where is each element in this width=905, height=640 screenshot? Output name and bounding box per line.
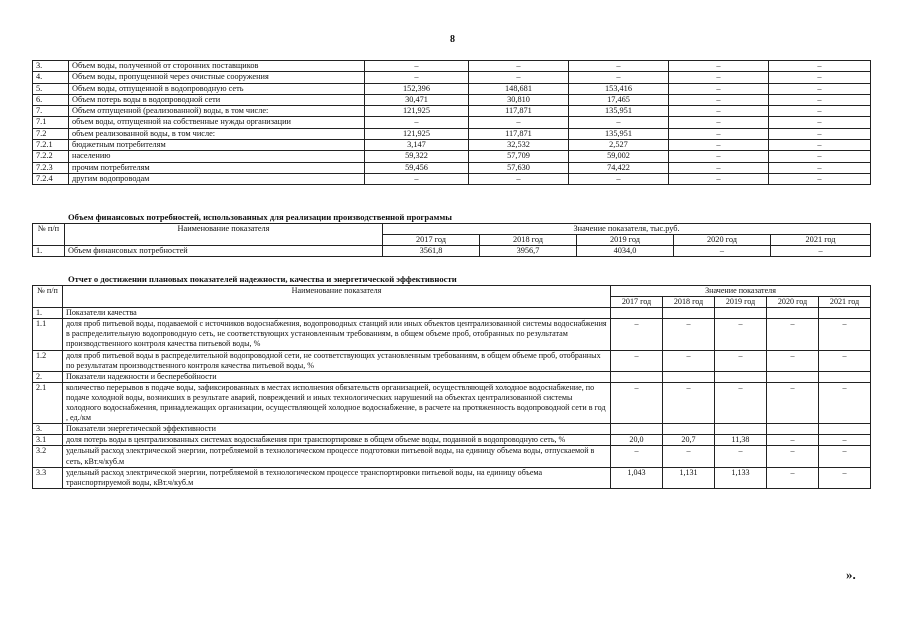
- row-value: –: [769, 173, 871, 184]
- section-row: [33, 308, 871, 319]
- year-2021: 2021 год: [819, 297, 871, 308]
- row-value: –: [611, 446, 663, 467]
- financial-needs-caption: Объем финансовых потребностей, использованных для реализации производственной программы: [68, 212, 452, 222]
- row-name: бюджетным потребителям: [69, 140, 365, 151]
- row-value: –: [769, 162, 871, 173]
- row-value: 135,951: [569, 128, 669, 139]
- row-num: 2.1: [33, 382, 63, 423]
- row-value: [819, 308, 871, 319]
- row-value: –: [663, 350, 715, 371]
- row-num: 7.2.1: [33, 140, 69, 151]
- row-num: 3.1: [33, 435, 63, 446]
- row-value: –: [819, 446, 871, 467]
- row-value: –: [469, 61, 569, 72]
- row-value: –: [469, 117, 569, 128]
- row-value: 17,465: [569, 94, 669, 105]
- row-value: –: [669, 72, 769, 83]
- year-2020: 2020 год: [767, 297, 819, 308]
- section-title: Показатели энергетической эффективности: [63, 424, 611, 435]
- row-num: 2.: [33, 371, 63, 382]
- table-row: [33, 162, 871, 173]
- row-num: 5.: [33, 83, 69, 94]
- row-value: –: [767, 382, 819, 423]
- row-value: 1,043: [611, 467, 663, 488]
- row-num: 1.2: [33, 350, 63, 371]
- row-num: 1.: [33, 246, 65, 257]
- section-row: [33, 371, 871, 382]
- row-value: –: [715, 446, 767, 467]
- row-value: –: [715, 350, 767, 371]
- row-value: –: [469, 173, 569, 184]
- row-value: [767, 424, 819, 435]
- year-2018: 2018 год: [663, 297, 715, 308]
- row-value: [715, 308, 767, 319]
- header-num: № п/п: [33, 286, 63, 308]
- row-value: [611, 371, 663, 382]
- row-value: –: [611, 319, 663, 350]
- row-num: 6.: [33, 94, 69, 105]
- table-row: [33, 72, 871, 83]
- row-value: –: [769, 151, 871, 162]
- row-value: –: [771, 246, 871, 257]
- row-value: –: [767, 435, 819, 446]
- table-row: [33, 140, 871, 151]
- row-value: –: [769, 140, 871, 151]
- row-value: 3561,8: [383, 246, 480, 257]
- row-value: 148,681: [469, 83, 569, 94]
- table-row: [33, 319, 871, 350]
- year-2019: 2019 год: [577, 235, 674, 246]
- row-value: [715, 424, 767, 435]
- row-value: –: [663, 382, 715, 423]
- row-value: 20,0: [611, 435, 663, 446]
- row-value: 121,925: [365, 106, 469, 117]
- row-value: –: [669, 117, 769, 128]
- row-value: 59,002: [569, 151, 669, 162]
- row-value: –: [669, 140, 769, 151]
- row-value: –: [669, 162, 769, 173]
- table-row: [33, 106, 871, 117]
- row-value: [611, 424, 663, 435]
- row-name: населению: [69, 151, 365, 162]
- row-value: –: [769, 61, 871, 72]
- row-value: [819, 371, 871, 382]
- row-value: 30,810: [469, 94, 569, 105]
- row-name: Объем потерь воды в водопроводной сети: [69, 94, 365, 105]
- row-value: –: [669, 173, 769, 184]
- row-value: –: [769, 106, 871, 117]
- row-name: Объем воды, отпущенной в водопроводную сеть: [69, 83, 365, 94]
- row-value: –: [769, 83, 871, 94]
- row-name: Объем воды, полученной от сторонних поставщиков: [69, 61, 365, 72]
- row-value: –: [569, 117, 669, 128]
- row-name: доля потерь воды в централизованных системах водоснабжения при транспортировке в общем объеме воды, поданной в водопроводную сеть, %: [63, 435, 611, 446]
- row-num: 4.: [33, 72, 69, 83]
- row-value: 3956,7: [480, 246, 577, 257]
- table-row: [33, 61, 871, 72]
- row-value: –: [669, 94, 769, 105]
- row-value: –: [669, 106, 769, 117]
- row-num: 3.: [33, 424, 63, 435]
- row-value: –: [663, 319, 715, 350]
- row-value: 30,471: [365, 94, 469, 105]
- row-name: Объем отпущенной (реализованной) воды, в том числе:: [69, 106, 365, 117]
- table-row: [33, 246, 871, 257]
- row-value: 59,322: [365, 151, 469, 162]
- row-value: –: [767, 319, 819, 350]
- header-value: Значение показателя, тыс.руб.: [383, 224, 871, 235]
- row-value: –: [669, 61, 769, 72]
- table-row: [33, 117, 871, 128]
- row-name: доля проб питьевой воды в распределительной водопроводной сети, не соответствующих установленным требованиям, в общем объеме проб, отобранных по результатам производственного контроля качества питьевой воды, %: [63, 350, 611, 371]
- row-value: –: [569, 72, 669, 83]
- row-value: [715, 371, 767, 382]
- row-value: –: [769, 72, 871, 83]
- row-value: –: [669, 128, 769, 139]
- row-value: 59,456: [365, 162, 469, 173]
- row-value: 74,422: [569, 162, 669, 173]
- row-value: –: [769, 117, 871, 128]
- row-value: –: [365, 72, 469, 83]
- row-num: 1.: [33, 308, 63, 319]
- page-number: 8: [450, 34, 455, 45]
- row-value: [767, 308, 819, 319]
- row-value: –: [819, 382, 871, 423]
- row-name: Объем воды, пропущенной через очистные сооружения: [69, 72, 365, 83]
- header-name: Наименование показателя: [65, 224, 383, 246]
- header-value: Значение показателя: [611, 286, 871, 297]
- section-title: Показатели надежности и бесперебойности: [63, 371, 611, 382]
- header-name: Наименование показателя: [63, 286, 611, 308]
- performance-report-caption: Отчет о достижении плановых показателей надежности, качества и энергетической эффективности: [68, 274, 457, 284]
- row-name: объем воды, отпущенной на собственные нужды организации: [69, 117, 365, 128]
- table-row: [33, 435, 871, 446]
- row-name: количество перерывов в подаче воды, зафиксированных в местах исполнения обязательств организацией, осуществляющей холодное водоснабжение, по подаче холодной воды, возникших в результате аварий, повреждений и иных технологических нарушений на объектах централизованной системы холодного водоснабжения, принадлежащих организации, осуществляющей холодное водоснабжение, в расчете на протяженность водопроводной сети в год , ед./км: [63, 382, 611, 423]
- row-name: удельный расход электрической энергии, потребляемой в технологическом процессе подготовки питьевой воды, на единицу объема воды, отпускаемой в сеть, кВт.ч/куб.м: [63, 446, 611, 467]
- row-value: [767, 371, 819, 382]
- row-value: –: [365, 61, 469, 72]
- row-num: 1.1: [33, 319, 63, 350]
- table-row: [33, 151, 871, 162]
- row-value: –: [669, 151, 769, 162]
- row-value: 135,951: [569, 106, 669, 117]
- row-value: –: [715, 319, 767, 350]
- row-value: –: [819, 319, 871, 350]
- row-num: 7.2.3: [33, 162, 69, 173]
- row-num: 3.: [33, 61, 69, 72]
- performance-indicators-table: [32, 285, 871, 489]
- row-value: 57,630: [469, 162, 569, 173]
- row-value: 3,147: [365, 140, 469, 151]
- table-row: [33, 467, 871, 488]
- row-value: 153,416: [569, 83, 669, 94]
- row-value: –: [767, 350, 819, 371]
- row-value: –: [769, 94, 871, 105]
- row-value: 121,925: [365, 128, 469, 139]
- row-value: –: [819, 467, 871, 488]
- year-2020: 2020 год: [674, 235, 771, 246]
- row-name: удельный расход электрической энергии, потребляемой в технологическом процессе транспортировки питьевой воды, на единицу объема транспортируемой воды, кВт.ч/куб.м: [63, 467, 611, 488]
- year-2018: 2018 год: [480, 235, 577, 246]
- row-num: 3.3: [33, 467, 63, 488]
- row-value: [611, 308, 663, 319]
- row-value: 2,527: [569, 140, 669, 151]
- row-value: 32,532: [469, 140, 569, 151]
- financial-needs-table: [32, 223, 871, 257]
- section-title: Показатели качества: [63, 308, 611, 319]
- table-row: [33, 350, 871, 371]
- row-value: 1,133: [715, 467, 767, 488]
- row-num: 3.2: [33, 446, 63, 467]
- row-value: –: [469, 72, 569, 83]
- year-2017: 2017 год: [383, 235, 480, 246]
- row-value: –: [819, 435, 871, 446]
- row-value: 117,871: [469, 106, 569, 117]
- row-value: –: [569, 61, 669, 72]
- row-value: 11,38: [715, 435, 767, 446]
- row-value: 152,396: [365, 83, 469, 94]
- row-num: 7.2.4: [33, 173, 69, 184]
- row-value: 57,709: [469, 151, 569, 162]
- end-quote-mark: ».: [846, 567, 856, 582]
- row-value: –: [569, 173, 669, 184]
- row-value: –: [365, 173, 469, 184]
- row-value: –: [715, 382, 767, 423]
- table-row: [33, 83, 871, 94]
- row-value: –: [611, 350, 663, 371]
- row-value: –: [611, 382, 663, 423]
- row-value: –: [767, 446, 819, 467]
- table-row: [33, 382, 871, 423]
- year-2017: 2017 год: [611, 297, 663, 308]
- row-value: 20,7: [663, 435, 715, 446]
- row-value: [663, 424, 715, 435]
- row-value: [663, 308, 715, 319]
- row-value: –: [769, 128, 871, 139]
- row-value: –: [819, 350, 871, 371]
- table-row: [33, 446, 871, 467]
- row-num: 7.: [33, 106, 69, 117]
- table-row: [33, 128, 871, 139]
- row-value: –: [767, 467, 819, 488]
- row-value: 1,131: [663, 467, 715, 488]
- row-name: Объем финансовых потребностей: [65, 246, 383, 257]
- row-num: 7.2: [33, 128, 69, 139]
- water-volume-table: [32, 60, 871, 185]
- row-value: [819, 424, 871, 435]
- header-num: № п/п: [33, 224, 65, 246]
- row-name: объем реализованной воды, в том числе:: [69, 128, 365, 139]
- row-value: –: [669, 83, 769, 94]
- table-row: [33, 173, 871, 184]
- year-2021: 2021 год: [771, 235, 871, 246]
- table-row: [33, 94, 871, 105]
- year-2019: 2019 год: [715, 297, 767, 308]
- row-value: –: [365, 117, 469, 128]
- row-value: –: [663, 446, 715, 467]
- row-value: 117,871: [469, 128, 569, 139]
- row-name: доля проб питьевой воды, подаваемой с источников водоснабжения, водопроводных станций или иных объектов централизованной системы водоснабжения в распределительную водопроводную сеть, не соответствующих установленным требованиям, в общем объеме проб, отобранных по результатам производственного контроля качества питьевой воды, %: [63, 319, 611, 350]
- row-value: [663, 371, 715, 382]
- row-name: другим водопроводам: [69, 173, 365, 184]
- section-row: [33, 424, 871, 435]
- row-num: 7.2.2: [33, 151, 69, 162]
- row-name: прочим потребителям: [69, 162, 365, 173]
- row-value: –: [674, 246, 771, 257]
- row-num: 7.1: [33, 117, 69, 128]
- row-value: 4034,0: [577, 246, 674, 257]
